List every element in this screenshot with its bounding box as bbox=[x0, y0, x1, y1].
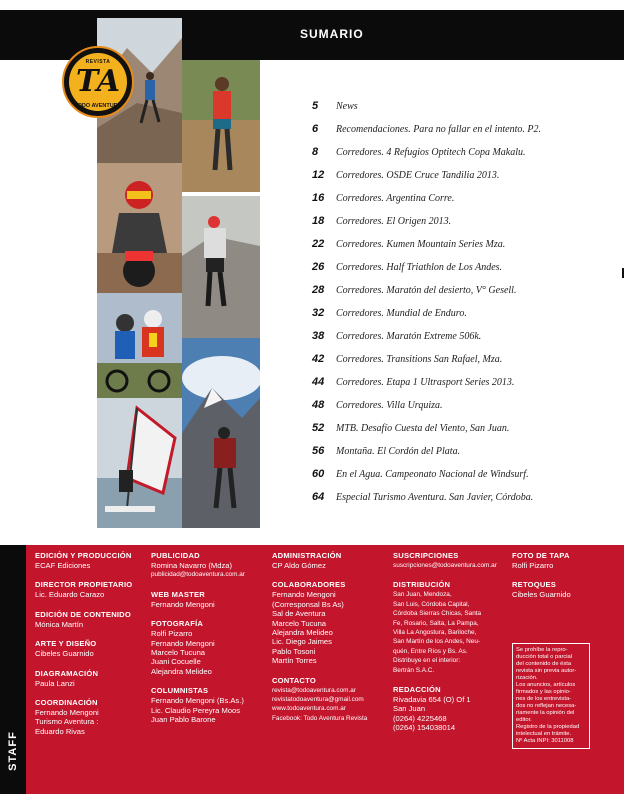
publicidad-heading: PUBLICIDAD bbox=[151, 551, 200, 560]
notice-line: nes de los entrevista- bbox=[516, 696, 572, 702]
redaccion-phone: (0264) 154038014 bbox=[393, 723, 456, 733]
colaboradores-value: Martín Torres bbox=[272, 656, 317, 666]
photo-windsurf bbox=[97, 398, 182, 528]
tapa-value: Rolfi Pizarro bbox=[512, 561, 554, 570]
colaboradores-value: Pablo Tosoni bbox=[272, 646, 316, 656]
fotografia-value: Marcelo Tucuna bbox=[151, 648, 206, 658]
staff-label: STAFF bbox=[7, 731, 19, 771]
colaboradores-value: Lic. Diego Jaimes bbox=[272, 637, 332, 647]
colaboradores-heading: COLABORADORES bbox=[272, 580, 346, 590]
notice-line: firmados y las opinio- bbox=[516, 689, 571, 695]
contacto-facebook[interactable]: Facebook: Todo Aventura Revista bbox=[272, 714, 368, 722]
columnistas-value: Juan Pablo Barone bbox=[151, 715, 216, 725]
toc-item[interactable]: 60 En el Agua. Campeonato Nacional de Windsurf. bbox=[312, 468, 529, 480]
columnistas-value: Fernando Mengoni (Bs.As.) bbox=[151, 696, 244, 706]
edicion-value: ECAF Ediciones bbox=[35, 561, 91, 570]
notice-line: rización. bbox=[516, 675, 538, 681]
contenido-heading: EDICIÓN DE CONTENIDO bbox=[35, 609, 131, 619]
toc-item[interactable]: 44 Corredores. Etapa 1 Ultrasport Series 2013. bbox=[312, 376, 515, 388]
distribucion-value: Villa La Angostura, Bariloche, bbox=[393, 629, 477, 637]
distribucion-value: San Luis, Córdoba Capital, bbox=[393, 600, 470, 608]
distribucion-value: Córdoba Sierras Chicas, Santa bbox=[393, 610, 482, 618]
director-heading: DIRECTOR PROPIETARIO bbox=[35, 580, 133, 590]
webmaster-value: Fernando Mengoni bbox=[151, 599, 215, 609]
toc-item[interactable]: 38 Corredores. Maratón Extreme 506k. bbox=[312, 330, 482, 342]
magazine-logo bbox=[62, 46, 134, 118]
notice-line: Registro de la propiedad bbox=[516, 724, 580, 730]
toc-item[interactable]: 52 MTB. Desafío Cuesta del Viento, San Juan. bbox=[312, 422, 510, 434]
retoques-value: Cibeles Guarnido bbox=[512, 590, 571, 600]
photo-trail-runner bbox=[182, 60, 260, 192]
redaccion-heading: REDACCIÓN bbox=[393, 685, 441, 695]
logo-letters: TA bbox=[76, 64, 120, 99]
toc-item[interactable]: 18 Corredores. El Origen 2013. bbox=[312, 215, 452, 227]
publicidad-value: Romina Navarro (Mdza) bbox=[151, 561, 233, 570]
administracion-value: CP Aldo Gómez bbox=[272, 561, 326, 570]
coordinacion-value: Turismo Aventura : bbox=[35, 717, 99, 727]
contacto-heading: CONTACTO bbox=[272, 675, 316, 685]
notice-line: del contenido de ésta bbox=[516, 661, 572, 667]
contenido-value: Mónica Martín bbox=[35, 619, 84, 629]
toc-item[interactable]: 48 Corredores. Villa Urquiza. bbox=[312, 399, 443, 411]
publicidad-email[interactable]: publicidad@todoaventura.com.ar bbox=[151, 571, 245, 579]
redaccion-value: Rivadavia 654 (O) Of 1 bbox=[393, 695, 471, 705]
toc-item[interactable]: 16 Corredores. Argentina Corre. bbox=[312, 192, 455, 204]
administracion-heading: ADMINISTRACIÓN bbox=[272, 551, 342, 560]
fotografia-value: Alejandra Melideo bbox=[151, 666, 212, 676]
distribucion-value: San Juan, Mendoza, bbox=[393, 591, 452, 599]
photo-rocky-trekker bbox=[182, 196, 260, 338]
director-value: Lic. Eduardo Carazo bbox=[35, 590, 105, 600]
contacto-gmail[interactable]: revistatodoaventura@gmail.com bbox=[272, 696, 364, 704]
staff-column-5 bbox=[512, 551, 612, 610]
redaccion-phone: (0264) 4225468 bbox=[393, 713, 447, 723]
fotografia-value: Fernando Mengoni bbox=[151, 638, 215, 648]
toc-item[interactable]: 28 Corredores. Maratón del desierto, V° Gesell. bbox=[312, 284, 517, 296]
diagramacion-value: Paula Lanzi bbox=[35, 678, 75, 688]
toc-item[interactable]: 42 Corredores. Transitions San Rafael, Mza. bbox=[312, 353, 503, 365]
toc-item[interactable]: 64 Especial Turismo Aventura. San Javier, Córdoba. bbox=[312, 491, 534, 503]
distribucion-value: San Martín de los Andes, Neu- bbox=[393, 638, 481, 646]
staff-side-strip bbox=[0, 545, 26, 794]
toc-item[interactable]: 12 Corredores. OSDE Cruce Tandilia 2013. bbox=[312, 169, 500, 181]
photo-mountaineer bbox=[182, 338, 260, 528]
colaboradores-value: Marcelo Tucuna bbox=[272, 618, 327, 628]
diagramacion-heading: DIAGRAMACIÓN bbox=[35, 668, 99, 678]
arte-value: Cibeles Guarnido bbox=[35, 649, 94, 659]
toc-item[interactable]: 8 Corredores. 4 Refugios Optitech Copa Makalu. bbox=[312, 146, 526, 158]
retoques-heading: RETOQUES bbox=[512, 580, 557, 590]
staff-section bbox=[0, 545, 624, 794]
toc-item[interactable]: 6 Recomendaciones. Para no fallar en el intento. P2. bbox=[312, 123, 541, 135]
distribucion-value: quén, Entre Ríos y Bs. As. bbox=[393, 647, 468, 655]
staff-column-1 bbox=[35, 551, 147, 746]
arte-heading: ARTE Y DISEÑO bbox=[35, 639, 97, 649]
toc-item[interactable]: 32 Corredores. Mundial de Enduro. bbox=[312, 307, 467, 319]
coordinacion-value: Eduardo Rivas bbox=[35, 726, 85, 736]
notice-line: ducción total o parcial bbox=[516, 654, 573, 660]
colaboradores-value: Alejandra Melideo bbox=[272, 628, 333, 638]
notice-line: Se prohíbe la repro- bbox=[516, 647, 568, 653]
columnistas-heading: COLUMNISTAS bbox=[151, 686, 209, 696]
suscripciones-email[interactable]: suscripciones@todoaventura.com.ar bbox=[393, 562, 497, 569]
toc-item[interactable]: 56 Montaña. El Cordón del Plata. bbox=[312, 445, 461, 457]
coordinacion-value: Fernando Mengoni bbox=[35, 708, 99, 718]
redaccion-value: San Juan bbox=[393, 704, 426, 714]
notice-line: Los anuncios, artículos bbox=[516, 682, 576, 688]
distribucion-value: Fe, Rosario, Salta, La Pampa, bbox=[393, 619, 479, 627]
photo-motocross bbox=[97, 163, 182, 293]
logo-bottom-text: TODO AVENTURA bbox=[74, 103, 122, 109]
suscripciones-heading: SUSCRIPCIONES bbox=[393, 551, 459, 560]
contacto-website[interactable]: www.todoaventura.com.ar bbox=[272, 705, 346, 713]
tapa-heading: FOTO DE TAPA bbox=[512, 551, 570, 560]
contacto-email[interactable]: revista@todoaventura.com.ar bbox=[272, 686, 356, 694]
toc-item[interactable]: 5 News bbox=[312, 100, 358, 112]
fotografia-value: Rolfi Pizarro bbox=[151, 629, 193, 639]
edicion-heading: EDICIÓN Y PRODUCCIÓN bbox=[35, 551, 132, 560]
notice-line: revista sin previa autor- bbox=[516, 668, 577, 674]
notice-line: editor. bbox=[516, 717, 532, 723]
webmaster-heading: WEB MASTER bbox=[151, 589, 205, 599]
fotografia-heading: FOTOGRAFÍA bbox=[151, 619, 204, 629]
notice-line: intelectual en trámite. bbox=[516, 731, 572, 737]
notice-line: Nº Acta INPI: 3011008 bbox=[516, 738, 574, 744]
distribucion-value: Distribuye en el interior: bbox=[393, 657, 461, 665]
staff-column-4 bbox=[393, 551, 509, 743]
logo-ring bbox=[69, 53, 127, 111]
distribucion-value: Bertrán S.A.C. bbox=[393, 666, 435, 674]
staff-column-2 bbox=[151, 551, 267, 734]
coordinacion-heading: COORDINACIÓN bbox=[35, 698, 98, 708]
colaboradores-value: Sal de Aventura bbox=[272, 609, 326, 619]
fotografia-value: Juani Cocuelle bbox=[151, 657, 201, 667]
distribucion-heading: DISTRIBUCIÓN bbox=[393, 580, 451, 590]
columnistas-value: Lic. Claudio Pereyra Moos bbox=[151, 705, 241, 715]
toc-item[interactable]: 26 Corredores. Half Triathlon de Los Andes. bbox=[312, 261, 503, 273]
page-title: SUMARIO bbox=[300, 27, 364, 41]
notice-line: riamente la opinión del bbox=[516, 710, 575, 716]
colaboradores-value: (Corresponsal Bs As) bbox=[272, 599, 344, 609]
legal-notice-box bbox=[512, 643, 590, 749]
staff-column-3 bbox=[272, 551, 390, 733]
logo-top-text: REVISTA bbox=[85, 59, 111, 65]
photo-mountain-bikers bbox=[97, 293, 182, 398]
colaboradores-value: Fernando Mengoni bbox=[272, 590, 336, 600]
notice-line: dos no reflejan necesa- bbox=[516, 703, 577, 709]
toc-item[interactable]: 22 Corredores. Kumen Mountain Series Mza. bbox=[312, 238, 506, 250]
